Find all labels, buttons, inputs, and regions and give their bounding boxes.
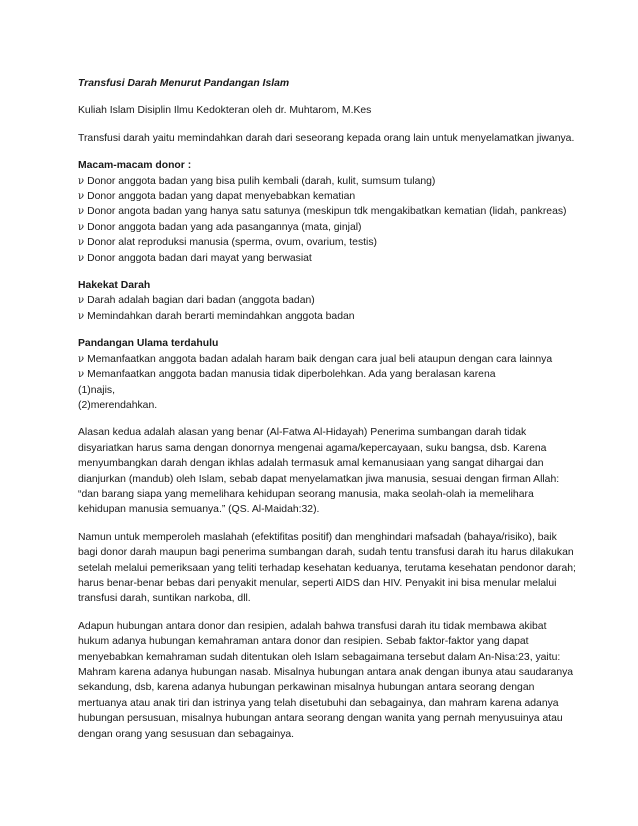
list-item xyxy=(78,220,578,235)
blood-essence-list xyxy=(78,293,578,324)
list-item xyxy=(78,251,578,266)
list-item-text: Donor alat reproduksi manusia (sperma, ovum, ovarium, testis) xyxy=(87,237,377,249)
list-item xyxy=(78,174,578,189)
list-item xyxy=(78,293,578,308)
list-item-text: Donor anggota badan yang dapat menyebabkan kematian xyxy=(87,191,356,203)
list-item-text: Donor anggota badan dari mayat yang berwasiat xyxy=(87,252,312,264)
bullet-icon: ν xyxy=(78,353,85,365)
bullet-icon: ν xyxy=(78,252,85,264)
bullet-icon: ν xyxy=(78,237,85,249)
bullet-icon: ν xyxy=(78,206,85,218)
body-paragraph: Namun untuk memperoleh maslahah (efektifitas positif) dan menghindari mafsadah (bahaya/risiko), baik bagi donor darah maupun bagi penerima sumbangan darah, sudah tentu transfusi darah itu harus dilakukan setelah melalui pemeriksaan yang teliti terhadap kesehatan keduanya, terutama kesehatan pendonor darah; harus benar-benar bebas dari penyakit menular, seperti AIDS dan HIV. Penyakit ini bisa menular melalui transfusi darah, suntikan narkoba, dll. xyxy=(78,531,576,605)
body-paragraph: Alasan kedua adalah alasan yang benar (Al-Fatwa Al-Hidayah) Penerima sumbangan darah tidak disyariatkan harus sama dengan donornya mengenai agama/kepercayaan, suku bangsa, dsb. Karena menyumbangkan darah dengan ikhlas adalah termasuk amal kemanusiaan yang sangat dihargai dan dianjurkan (mandub) oleh Islam, sebab dapat menyelamatkan jiwa manusia, sesuai dengan firman Allah: “dan barang siapa yang memelihara kehidupan seorang manusia, maka seolah-olah ia memelihara kehidupan manusia semuanya.” (QS. Al-Maidah:32). xyxy=(78,427,560,516)
scholars-view-heading: Pandangan Ulama terdahulu xyxy=(78,338,219,350)
list-item xyxy=(78,352,578,367)
list-item xyxy=(78,309,578,324)
donor-types-heading: Macam-macam donor : xyxy=(78,160,192,172)
list-item xyxy=(78,204,578,219)
scholars-view-list xyxy=(78,352,578,383)
document-page xyxy=(78,76,578,754)
reason-line: (1)najis, xyxy=(78,384,115,396)
list-item-text: Memanfaatkan anggota badan adalah haram baik dengan cara jual beli ataupun dengan cara lainnya xyxy=(87,353,553,365)
list-item-text: Donor angota badan yang hanya satu satunya (meskipun tdk mengakibatkan kematian (lidah, pankreas) xyxy=(87,206,567,218)
document-byline: Kuliah Islam Disiplin Ilmu Kedokteran oleh dr. Muhtarom, M.Kes xyxy=(78,105,372,117)
list-item-text: Memindahkan darah berarti memindahkan anggota badan xyxy=(87,310,355,322)
bullet-icon: ν xyxy=(78,295,85,307)
document-title: Transfusi Darah Menurut Pandangan Islam xyxy=(78,78,290,89)
bullet-icon: ν xyxy=(78,221,85,233)
list-item xyxy=(78,235,578,250)
bullet-icon: ν xyxy=(78,191,85,203)
list-item xyxy=(78,367,578,382)
reason-line: (2)merendahkan. xyxy=(78,399,158,411)
donor-types-list xyxy=(78,174,578,266)
list-item xyxy=(78,189,578,204)
list-item-text: Darah adalah bagian dari badan (anggota badan) xyxy=(87,295,315,307)
intro-paragraph: Transfusi darah yaitu memindahkan darah dari seseorang kepada orang lain untuk menyelamatkan jiwanya. xyxy=(78,132,575,144)
body-paragraph: Adapun hubungan antara donor dan resipien, adalah bahwa transfusi darah itu tidak membawa akibat hukum adanya hubungan kemahraman antara donor dan resipien. Sebab faktor-faktor yang dapat menyebabkan kemahraman sudah ditentukan oleh Islam sebagaimana tersebut dalam An-Nisa:23, yaitu: Mahram karena adanya hubungan nasab. Misalnya hubungan antara anak dengan ibunya atau saudaranya sekandung, dsb, karena adanya hubungan perkawinan misalnya hubungan antara seorang dengan mertuanya atau anak tiri dan istrinya yang telah disetubuhi dan sebagainya, dan mahram karena adanya hubungan persusuan, misalnya hubungan antara seorang dengan wanita yang pernah menyusuinya atau dengan orang yang sesusuan dan sebagainya. xyxy=(78,620,574,740)
list-item-text: Memanfaatkan anggota badan manusia tidak diperbolehkan. Ada yang beralasan karena xyxy=(87,369,496,381)
list-item-text: Donor anggota badan yang ada pasangannya (mata, ginjal) xyxy=(87,221,362,233)
bullet-icon: ν xyxy=(78,175,85,187)
blood-essence-heading: Hakekat Darah xyxy=(78,280,151,292)
scholars-view-block xyxy=(78,352,578,414)
list-item-text: Donor anggota badan yang bisa pulih kembali (darah, kulit, sumsum tulang) xyxy=(87,175,436,187)
bullet-icon: ν xyxy=(78,369,85,381)
bullet-icon: ν xyxy=(78,310,85,322)
